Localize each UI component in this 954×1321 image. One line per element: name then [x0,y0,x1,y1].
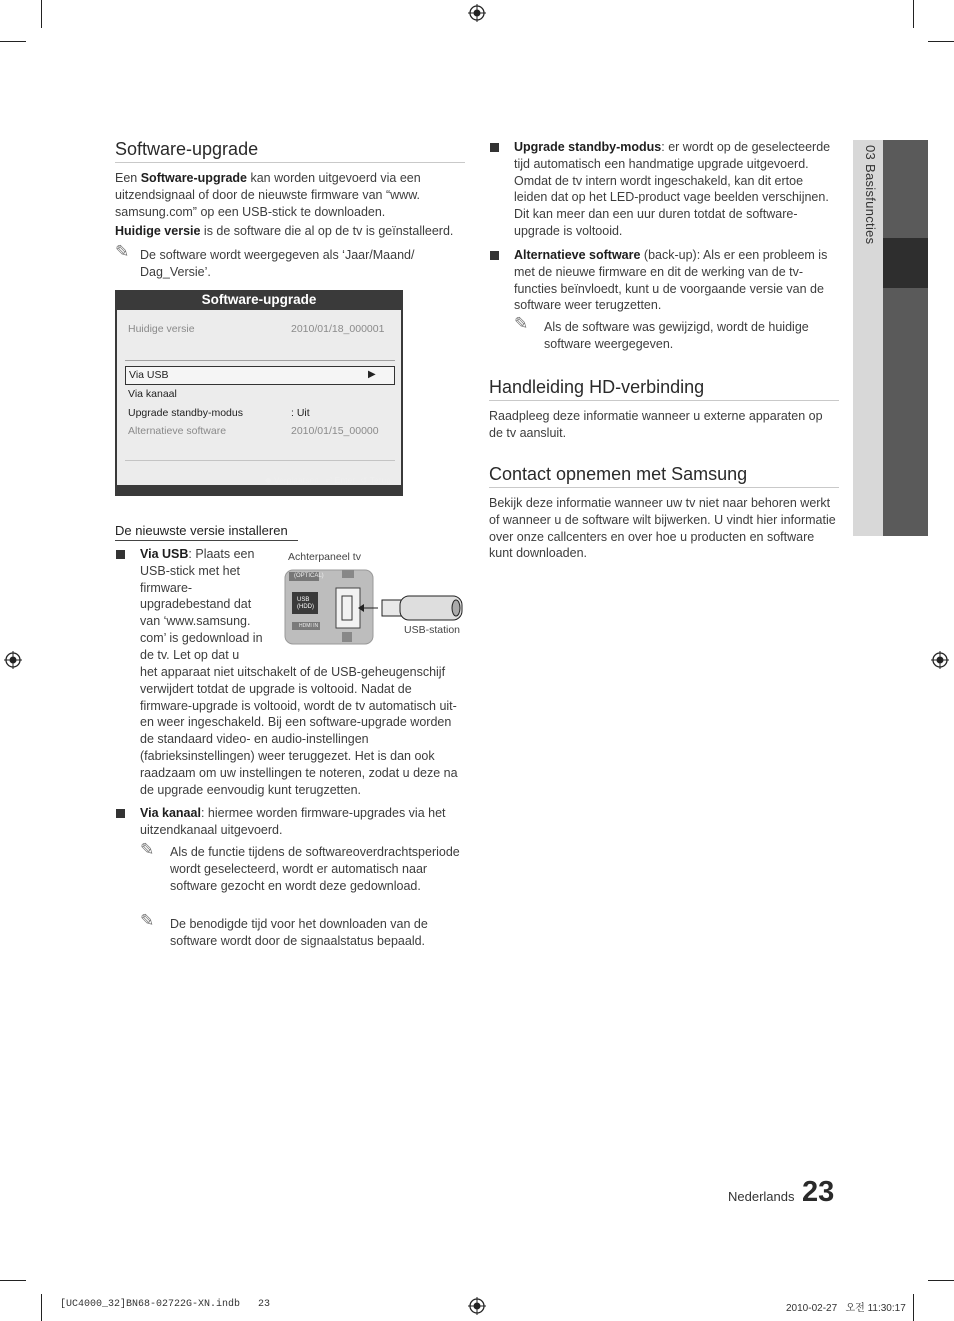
bullet-icon [116,809,125,818]
paragraph-hd-connection: Raadpleeg deze informatie wanneer u externe apparaten op de tv aansluit. [489,409,823,440]
osd-item-label: Via USB [129,369,169,381]
text: : Plaats een USB-stick met het firmware-upgradebestand dat van ‘www.samsung. com’ is gedownload in de tv. Let op dat u [140,547,263,662]
note-download-time: De benodigde tijd voor het downloaden van de software wordt door de signaalstatus bepaald. [170,917,428,948]
osd-item-via-usb[interactable] [125,366,395,385]
bullet-icon [116,550,125,559]
note-pencil-icon: ✎ [140,911,155,930]
bold-term: Software-upgrade [140,171,247,185]
osd-item-alt-label: Alternatieve software [128,425,227,437]
footer-language: Nederlands [728,1189,795,1204]
note-software-changed: Als de software was gewijzigd, wordt de huidige software weergegeven. [544,320,809,351]
section-title-software-upgrade: Software-upgrade [115,139,259,159]
figure-label-usb: USB [297,597,310,603]
text: Een [115,171,141,185]
subheading-install: De nieuwste versie installeren [115,523,288,538]
registration-mark-icon [931,651,949,669]
osd-item-alt-value: 2010/01/15_00000 [291,425,379,437]
section-title-contact-samsung: Contact opnemen met Samsung [489,464,748,484]
paragraph-alternative-software [514,247,839,314]
section-rule [489,487,839,488]
registration-mark-icon [4,651,22,669]
crop-mark [0,1280,26,1281]
crop-mark [928,1280,954,1281]
paragraph-contact-samsung: Bekijk deze informatie wanneer uw tv niet naar behoren werkt of wanneer u de software wilt bijwerken. U vindt hier informatie over onze callcenters en over hoe u producten en software kunt downloaden. [489,496,836,561]
page-number: 23 [802,1176,835,1208]
paragraph-via-kanaal [140,805,460,839]
figure-label-hdmi: HDMI IN [299,623,319,629]
section-rule [115,162,465,163]
osd-title: Software-upgrade [201,292,317,307]
osd-current-value: 2010/01/18_000001 [291,323,385,335]
footer-file-info: [UC4000_32]BN68-02722G-XN.indb 23 [60,1299,271,1310]
side-tab-dark [883,140,928,536]
paragraph-standby-mode [514,139,839,240]
bold-term: Via USB [140,547,189,561]
side-tab-label: 03 Basisfuncties [863,145,878,245]
registration-mark-icon [468,1297,486,1315]
side-tab-active-marker [883,238,928,288]
osd-current-label: Huidige versie [128,323,195,335]
figure-label-usb-station: USB-station [404,624,461,636]
move-arrows-icon: ◆ [265,475,272,485]
paragraph-intro [115,170,465,220]
crop-mark [928,41,954,42]
figure-label-back-panel: Achterpaneel tv [288,551,361,563]
enter-icon: ⏎ [325,475,333,485]
text: : er wordt op de geselecteerde tijd automatisch een handmatige upgrade uitgevoerd. Omdat de tv intern wordt ingeschakeld, kan dit ertoe leiden dat op het LED-product vage beelden verschijnen. Dit kan meer dan een uur duren totdat de software-upgrade is voltooid. [514,140,831,238]
figure-label-hdd: (HDD) [297,604,314,610]
crop-mark [0,41,26,42]
bold-term: Huidige versie [115,224,201,238]
osd-nav-bar [265,475,400,489]
crop-mark [913,0,914,28]
footer-timestamp: 2010-02-27 오전 11:30:17 [786,1303,906,1314]
registration-mark-icon [468,4,486,22]
note-pencil-icon: ✎ [115,242,130,261]
paragraph-current-version [115,223,470,240]
osd-item-via-kanaal[interactable]: Via kanaal [128,388,177,400]
osd-body [117,310,401,485]
text: (back-up): Als er een probleem is met de nieuwe firmware en dit de werking van de tv-functies beïnvloedt, kunt u de voorgaande versie van de software weer terugzetten. [514,248,828,313]
nav-enter-label: Enter [334,475,356,485]
bullet-icon [490,143,499,152]
note-pencil-icon: ✎ [514,314,529,333]
usb-paragraph-part2: het apparaat niet uitschakelt of de USB-geheugenschijf verwijdert totdat de upgrade is voltooid. Nadat de firmware-upgrade is voltooid, wordt de tv automatisch uit- en weer ingeschakeld. Bij een software-upgrade worden de standaard video- en audio-instellingen (fabrieksinstellingen) weer teruggezet. Het is dan ook raadzaam om uw instellingen te noteren, zodat u deze na de upgrade eenvoudig kunt terugzetten. [140,665,458,797]
subheading-underline [115,540,298,541]
bold-term: Upgrade standby-modus [514,140,662,154]
nav-back-label: Terug [369,475,392,485]
note-version-format: De software wordt weergegeven als ‘Jaar/Maand/ Dag_Versie’. [140,248,415,279]
osd-divider [125,360,395,361]
crop-mark [913,1294,914,1321]
text: is de software die al op de tv is geïnstalleerd. [200,224,454,238]
osd-divider [125,460,395,461]
nav-move-label: Verplaatsen [273,475,319,485]
section-title-hd-connection: Handleiding HD-verbinding [489,377,705,397]
text: kan worden uitgevoerd via een uitzendsignaal of door de nieuwste firmware van “www. samsung.com” op een USB-stick te downloaden. [115,171,421,219]
usb-paragraph-part1 [140,546,265,664]
text: : hiermee worden firmware-upgrades via het uitzendkanaal uitgevoerd. [140,806,446,837]
note-auto-search: Als de functie tijdens de softwareoverdrachtsperiode wordt geselecteerd, wordt er automatisch naar software gezocht en wordt deze gedownload. [170,845,460,893]
crop-mark [41,0,42,28]
osd-item-standby-value: : Uit [291,407,310,419]
crop-mark [41,1294,42,1321]
figure-label-optical: (OPTICAL) [294,573,324,579]
bullet-icon [490,251,499,260]
bold-term: Alternatieve software [514,248,641,262]
osd-item-standby-label[interactable]: Upgrade standby-modus [128,407,243,419]
osd-menu [115,290,403,496]
arrow-right-icon: ▶ [368,369,376,380]
section-rule [489,400,839,401]
bold-term: Via kanaal [140,806,201,820]
return-icon: ↺ [360,475,368,485]
note-pencil-icon: ✎ [140,840,155,859]
